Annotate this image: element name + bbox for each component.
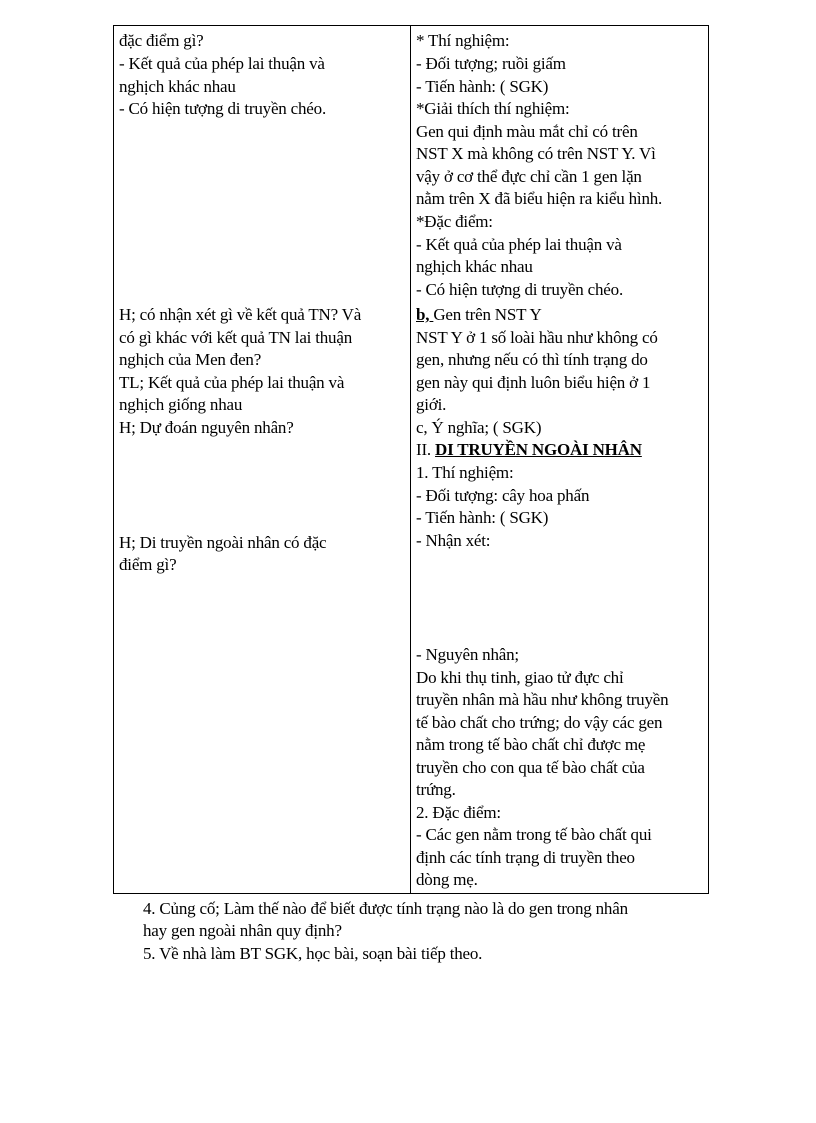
text-line: giới. (416, 395, 447, 414)
text-line: - Đối tượng: cây hoa phấn (416, 486, 590, 505)
lesson-table (113, 25, 709, 894)
text-line: đặc điểm gì? (119, 31, 204, 50)
text-line: *Giải thích thí nghiệm: (416, 99, 570, 118)
text-line: nằm trong tế bào chất chỉ được mẹ (416, 735, 646, 754)
text-line: vậy ở cơ thể đực chỉ cần 1 gen lặn (416, 167, 642, 186)
heading-ii-prefix: II. (416, 440, 436, 459)
text-line: truyền cho con qua tế bào chất của (416, 758, 645, 777)
text-line: - Nhận xét: (416, 531, 491, 550)
text-line: - Tiến hành: ( SGK) (416, 77, 549, 96)
text-line: - Có hiện tượng di truyền chéo. (416, 280, 623, 299)
text-line: - Tiến hành: ( SGK) (416, 508, 549, 527)
text-line: 1. Thí nghiệm: (416, 463, 514, 482)
text-line: H; có nhận xét gì về kết quả TN? Và (119, 305, 362, 324)
text-line: tế bào chất cho trứng; do vậy các gen (416, 713, 663, 732)
text-line: - Kết quả của phép lai thuận và (119, 54, 325, 73)
heading-b-label: b, (416, 305, 434, 324)
text-line: c, Ý nghĩa; ( SGK) (416, 418, 542, 437)
text-line: * Thí nghiệm: (416, 31, 510, 50)
heading-ii-title: DI TRUYỀN NGOÀI NHÂN (435, 440, 642, 459)
heading-section-ii (416, 439, 642, 462)
text-line: 2. Đặc điểm: (416, 803, 501, 822)
text-line: định các tính trạng di truyền theo (416, 848, 635, 867)
heading-b-text: Gen trên NST Y (433, 305, 542, 324)
text-line: Do khi thụ tinh, giao tử đực chỉ (416, 668, 624, 687)
text-line: NST X mà không có trên NST Y. Vì (416, 144, 656, 163)
text-line: gen, nhưng nếu có thì tính trạng do (416, 350, 648, 369)
text-line: có gì khác với kết quả TN lai thuận (119, 328, 353, 347)
text-line: dòng mẹ. (416, 870, 478, 889)
homework-line: 5. Về nhà làm BT SGK, học bài, soạn bài tiếp theo. (143, 944, 483, 963)
text-line: - Đối tượng; ruồi giấm (416, 54, 566, 73)
review-question-line-1: 4. Củng cố; Làm thế nào để biết được tính trạng nào là do gen trong nhân (143, 899, 628, 918)
heading-b (416, 304, 542, 327)
teacher-activity-column (114, 26, 411, 893)
text-line: H; Dự đoán nguyên nhân? (119, 418, 294, 437)
text-line: Gen qui định màu mắt chỉ có trên (416, 122, 638, 141)
text-line: NST Y ở 1 số loài hầu như không có (416, 328, 658, 347)
text-line: truyền nhân mà hầu như không truyền (416, 690, 669, 709)
text-line: H; Di truyền ngoài nhân có đặc (119, 533, 327, 552)
text-line: nằm trên X đã biểu hiện ra kiểu hình. (416, 189, 663, 208)
content-column (411, 26, 708, 893)
text-line: TL; Kết quả của phép lai thuận và (119, 373, 345, 392)
text-line: nghịch của Men đen? (119, 350, 262, 369)
text-line: - Các gen nằm trong tế bào chất qui (416, 825, 652, 844)
review-question-line-2: hay gen ngoài nhân quy định? (143, 921, 342, 940)
text-line: trứng. (416, 780, 456, 799)
text-line: điểm gì? (119, 555, 177, 574)
text-line: nghịch khác nhau (119, 77, 236, 96)
text-line: - Kết quả của phép lai thuận và (416, 235, 622, 254)
text-line: *Đặc điểm: (416, 212, 493, 231)
text-line: - Nguyên nhân; (416, 645, 519, 664)
text-line: - Có hiện tượng di truyền chéo. (119, 99, 326, 118)
text-line: nghịch giống nhau (119, 395, 243, 414)
text-line: nghịch khác nhau (416, 257, 533, 276)
text-line: gen này qui định luôn biểu hiện ở 1 (416, 373, 651, 392)
